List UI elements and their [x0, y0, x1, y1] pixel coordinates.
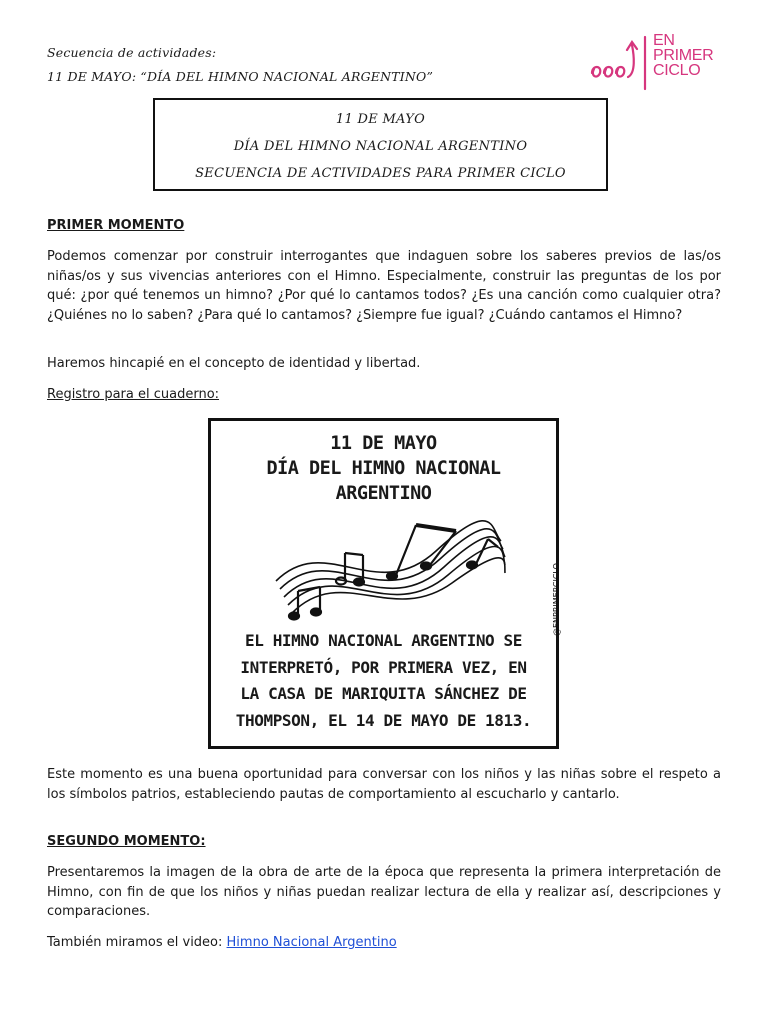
video-line [47, 933, 721, 953]
title-date: 11 DE MAYO [335, 112, 426, 127]
card-text-line-4: THOMPSON, EL 14 DE MAYO DE 1813. [235, 710, 532, 730]
document-date-title: 11 DE MAYO: “DÍA DEL HIMNO NACIONAL ARGENTINO” [47, 69, 434, 84]
card-title-line-1: 11 DE MAYO [330, 433, 437, 454]
logo-line-primer: PRIMER [653, 47, 714, 64]
primer-momento-heading: PRIMER MOMENTO [47, 218, 185, 233]
card-watermark [531, 556, 571, 636]
card-title [211, 431, 556, 506]
title-box [153, 98, 608, 191]
card-text-line-3: LA CASA DE MARIQUITA SÁNCHEZ DE [240, 684, 527, 703]
card-title-line-2: DÍA DEL HIMNO NACIONAL [266, 458, 501, 479]
title-subtitle: SECUENCIA DE ACTIVIDADES PARA PRIMER CICLO [195, 166, 566, 181]
card-title-line-3: ARGENTINO [335, 483, 432, 504]
logo-line-en: EN [653, 32, 675, 49]
identity-freedom-paragraph: Haremos hincapié en el concepto de identidad y libertad. [47, 356, 421, 371]
card-text-line-2: INTERPRETÓ, POR PRIMERA VEZ, EN [240, 657, 527, 677]
logo-line-ciclo: CICLO [653, 62, 701, 79]
himno-video-link[interactable]: Himno Nacional Argentino [226, 935, 397, 950]
segundo-momento-paragraph: Presentaremos la imagen de la obra de arte de la época que representa la primera interpretación de Himno, con fin de que los niños y niñas puedan realizar lectura de ella y realizar así, descripciones y comparaciones. [47, 865, 721, 919]
segundo-momento-heading: SEGUNDO MOMENTO: [47, 834, 206, 849]
notebook-record-card [208, 418, 559, 749]
card-text-line-1: EL HIMNO NACIONAL ARGENTINO SE [245, 631, 522, 650]
logo-wordmark [653, 33, 713, 78]
music-staff-icon [266, 511, 506, 626]
video-prefix: También miramos el video: [47, 935, 227, 950]
card-watermark-text: @ENPRIMERCICLO [552, 563, 561, 636]
title-occasion: DÍA DEL HIMNO NACIONAL ARGENTINO [233, 139, 528, 154]
primer-momento-paragraph: Podemos comenzar por construir interrogantes que indaguen sobre los saberes previos de las/os niñas/os y sus vivencias anteriores con el Himno. Especialmente, construir las preguntas de los por qué: ¿por qué tenemos un himno? ¿Por qué lo cantamos todos? ¿Es una canción como cualquier otra? ¿Quiénes no lo saben? ¿Para qué lo cantamos? ¿Siempre fue igual? ¿Cuándo cantamos el Himno? [47, 249, 721, 323]
respeto-paragraph: Este momento es una buena oportunidad para conversar con los niños y las niñas sobre el respeto a los símbolos patrios, estableciendo pautas de comportamiento al escucharlo y cantarlo. [47, 767, 721, 802]
card-fact-text [211, 628, 556, 734]
activity-sequence-label: Secuencia de actividades: [47, 45, 217, 60]
registro-label: Registro para el cuaderno: [47, 387, 220, 402]
